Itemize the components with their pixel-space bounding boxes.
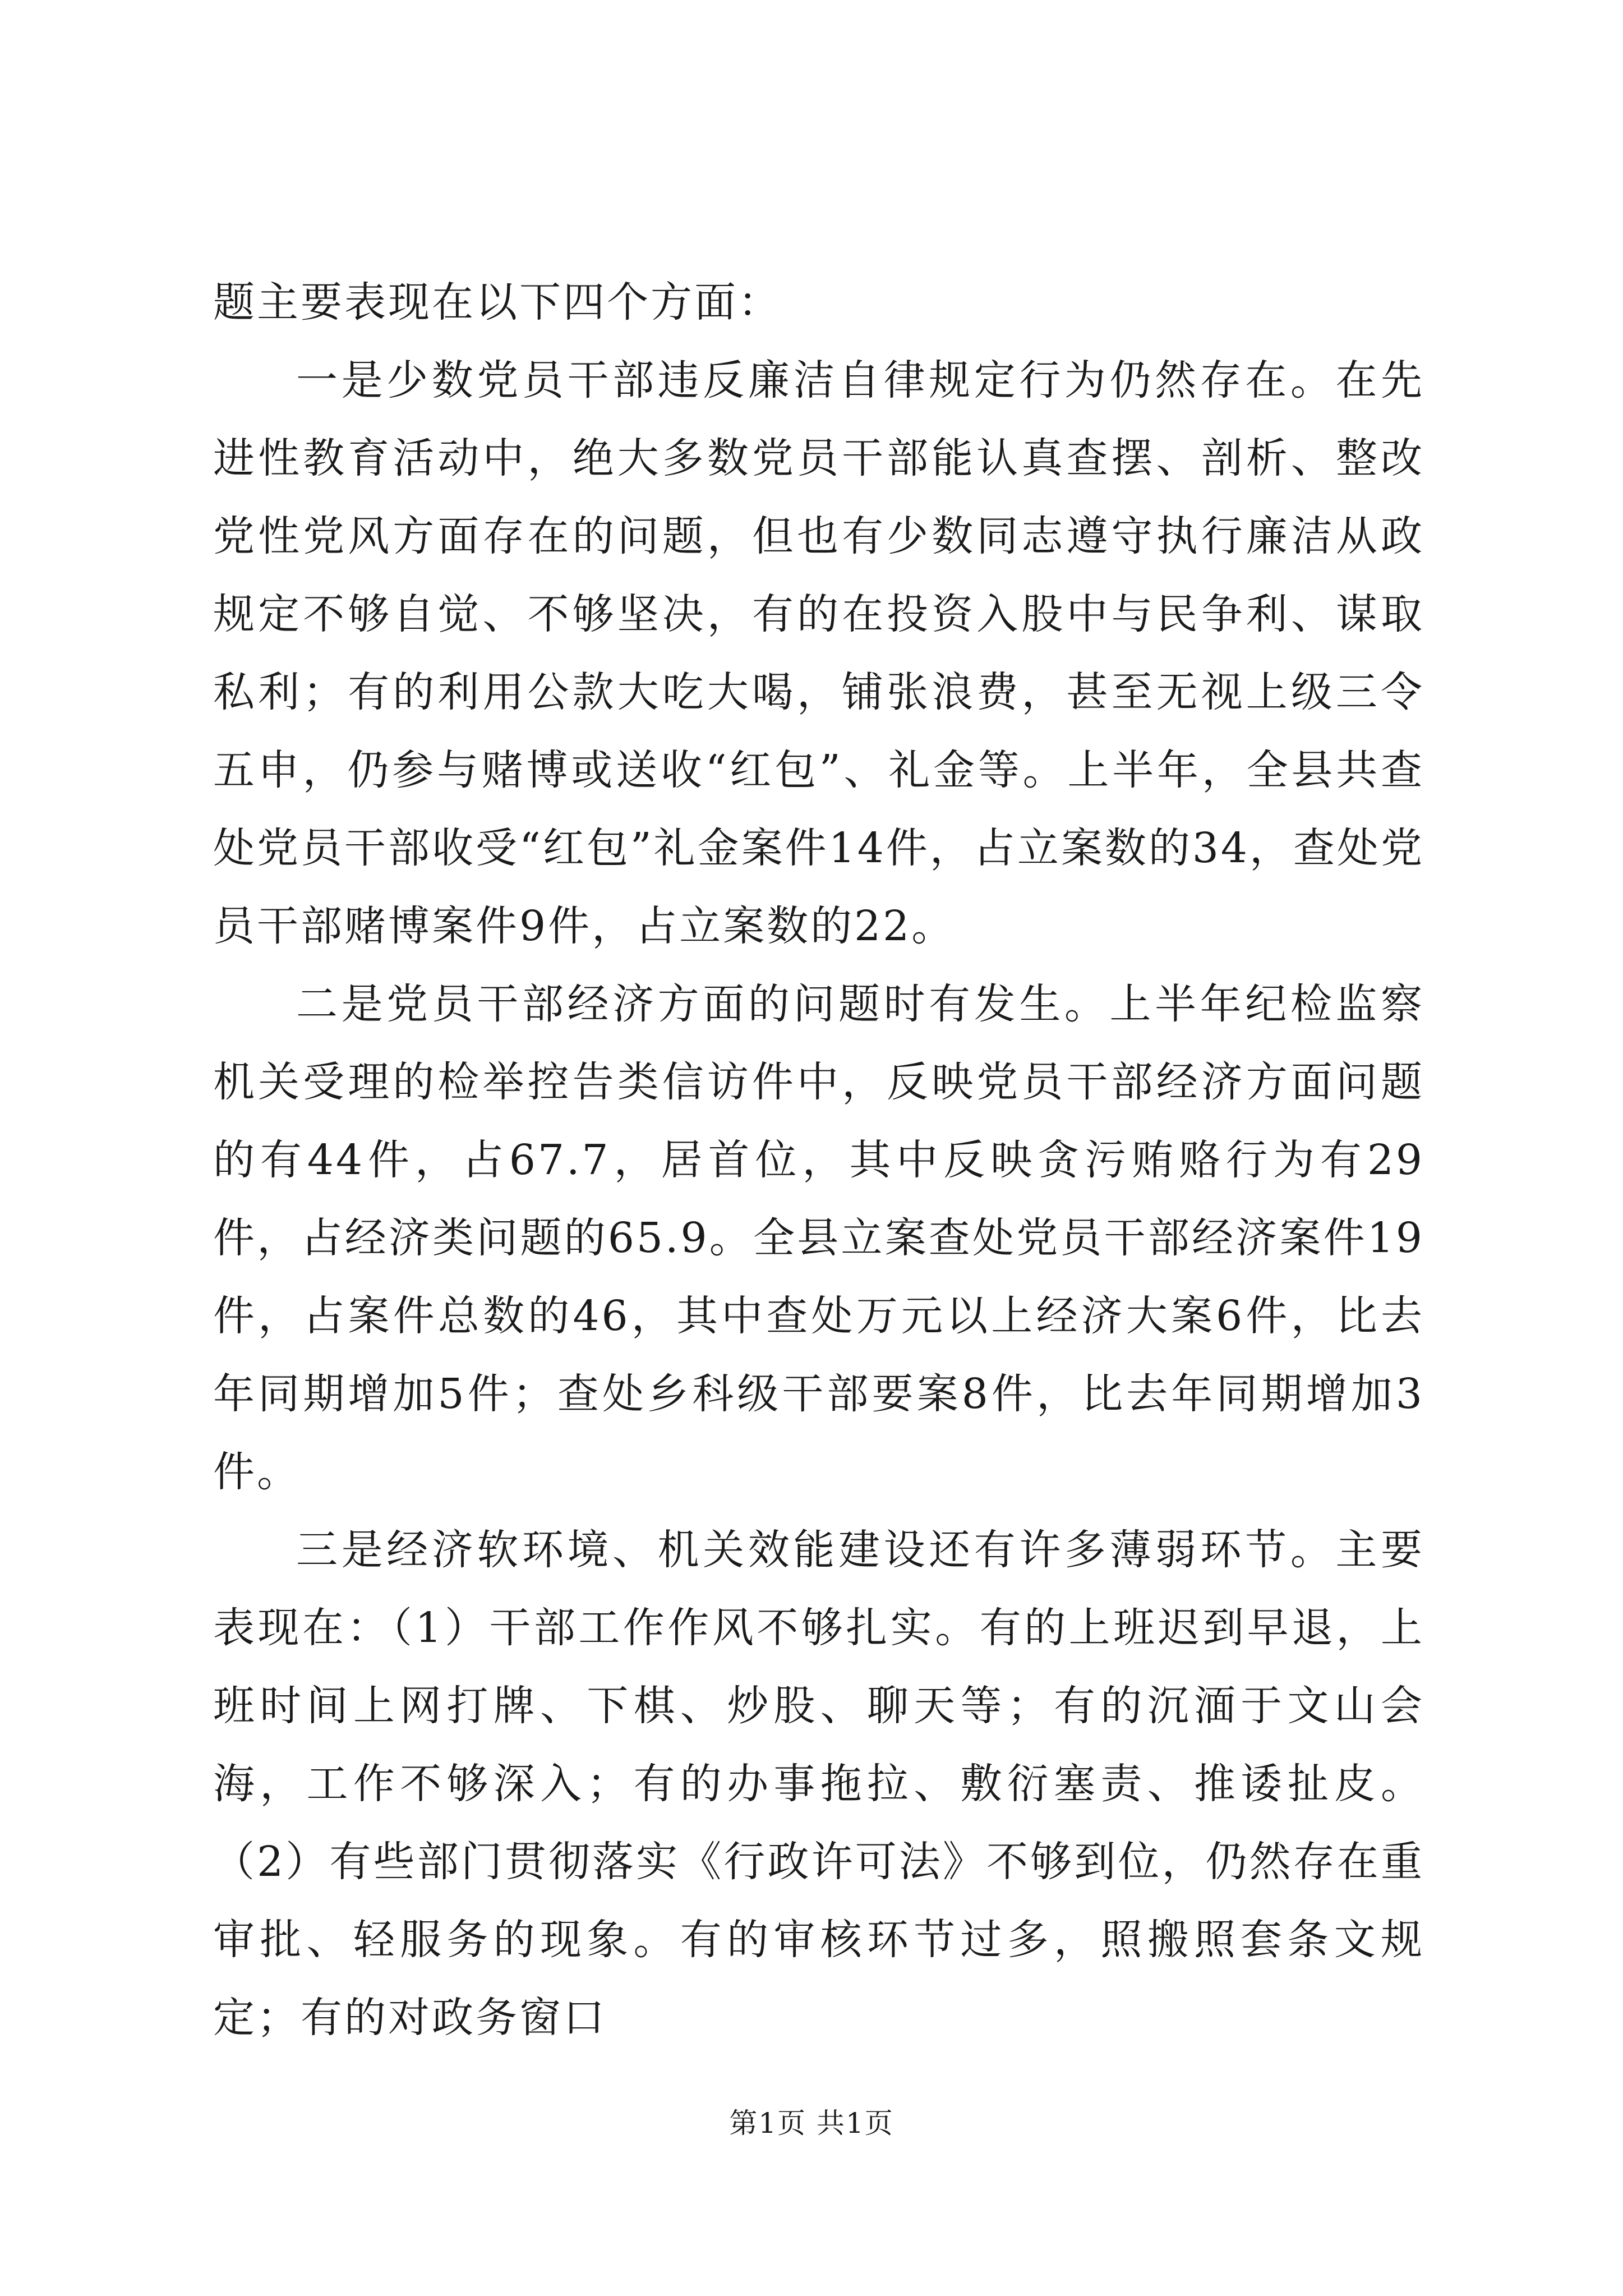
page-number-footer: 第1页 共1页 [729, 2107, 894, 2139]
paragraph-point-one: 一是少数党员干部违反廉洁自律规定行为仍然存在。在先进性教育活动中，绝大多数党员干部能认真查摆、剖析、整改党性党风方面存在的问题，但也有少数同志遵守执行廉洁从政规定不够自觉、不够坚决，有的在投资入股中与民争利、谋取私利；有的利用公款大吃大喝，铺张浪费，甚至无视上级三令五申，仍参与赌博或送收“红包”、礼金等。上半年，全县共查处党员干部收受“红包”礼金案件14件，占立案数的34，查处党员干部赌博案件9件，占立案数的22。 [213, 356, 1424, 950]
document-body [213, 264, 1424, 2057]
paragraph-continuation: 题主要表现在以下四个方面： [213, 278, 782, 326]
paragraph-point-three: 三是经济软环境、机关效能建设还有许多薄弱环节。主要表现在：（1）干部工作作风不够扎实。有的上班迟到早退，上班时间上网打牌、下棋、炒股、聊天等；有的沉湎于文山会海，工作不够深入；有的办事拖拉、敷衍塞责、推诿扯皮。（2）有些部门贯彻落实《行政许可法》不够到位，仍然存在重审批、轻服务的现象。有的审核环节过多，照搬照套条文规定；有的对政务窗口 [213, 1526, 1424, 2042]
paragraph-point-two: 二是党员干部经济方面的问题时有发生。上半年纪检监察机关受理的检举控告类信访件中，反映党员干部经济方面问题的有44件，占67.7，居首位，其中反映贪污贿赂行为有29件，占经济类问题的65.9。全县立案查处党员干部经济案件19件，占案件总数的46，其中查处万元以上经济大案6件，比去年同期增加5件；查处乡科级干部要案8件，比去年同期增加3件。 [213, 980, 1424, 1496]
